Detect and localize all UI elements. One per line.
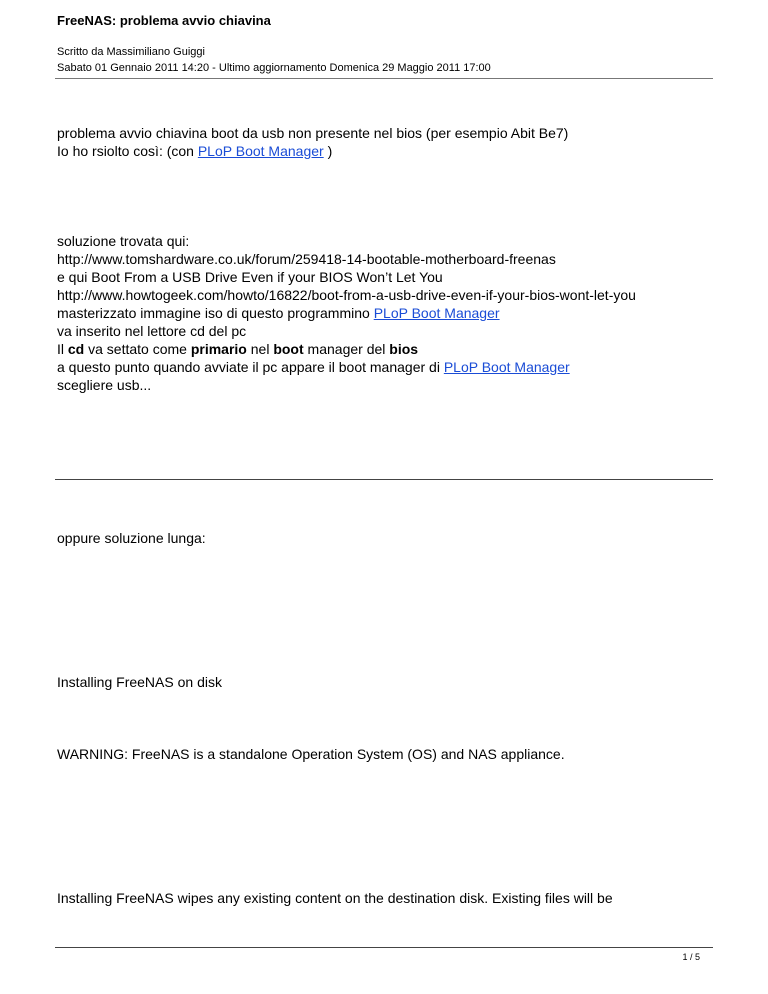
author-line: Scritto da Massimiliano Guiggi (57, 46, 205, 58)
bold-bios: bios (389, 341, 419, 357)
solution-line-7 (57, 340, 636, 358)
solution-line-8 (57, 358, 636, 376)
page-number: 1 / 5 (682, 952, 700, 962)
solution-line-1: soluzione trovata qui: (57, 233, 190, 249)
line-7-part-1: Il (57, 341, 68, 357)
solution-line-5-prefix: masterizzato immagine iso di questo programmino (57, 305, 374, 321)
section-divider (55, 479, 713, 480)
wipes-text: Installing FreeNAS wipes any existing content on the destination disk. Existing files will be (57, 890, 613, 906)
solution-line-9: scegliere usb... (57, 377, 152, 393)
date-line: Sabato 01 Gennaio 2011 14:20 - Ultimo aggiornamento Domenica 29 Maggio 2011 17:00 (57, 62, 491, 74)
header-divider (55, 78, 713, 79)
line-7-part-2: va settato come (84, 341, 191, 357)
installing-heading: Installing FreeNAS on disk (57, 674, 222, 690)
plop-link-3[interactable]: PLoP Boot Manager (443, 359, 570, 375)
bold-cd: cd (67, 341, 85, 357)
solution-block (57, 232, 636, 394)
bold-boot: boot (273, 341, 304, 357)
line-7-part-3: nel (246, 341, 274, 357)
intro-block (57, 124, 568, 160)
solution-line-6: va inserito nel lettore cd del pc (57, 323, 247, 339)
plop-link-1[interactable]: PLoP Boot Manager (197, 143, 324, 159)
howtogeek-url: http://www.howtogeek.com/howto/16822/boot-from-a-usb-drive-even-if-your-bios-wont-let-you (57, 287, 636, 303)
footer-divider (55, 947, 713, 948)
solution-line-3: e qui Boot From a USB Drive Even if your BIOS Won’t Let You (57, 269, 443, 285)
warning-text: WARNING: FreeNAS is a standalone Operation System (OS) and NAS appliance. (57, 746, 565, 762)
oppure-text: oppure soluzione lunga: (57, 530, 206, 546)
tomshardware-url: http://www.tomshardware.co.uk/forum/259418-14-bootable-motherboard-freenas (57, 251, 556, 267)
solution-line-8-prefix: a questo punto quando avviate il pc appare il boot manager di (57, 359, 444, 375)
intro-line-1: problema avvio chiavina boot da usb non presente nel bios (per esempio Abit Be7) (57, 125, 569, 141)
intro-line-2-suffix: ) (323, 143, 333, 159)
bold-primario: primario (190, 341, 247, 357)
page-title: FreeNAS: problema avvio chiavina (57, 13, 271, 28)
plop-link-2[interactable]: PLoP Boot Manager (373, 305, 500, 321)
line-7-part-4: manager del (303, 341, 390, 357)
intro-line-2-prefix: Io ho rsiolto così: (con (57, 143, 198, 159)
solution-line-5 (57, 304, 636, 322)
intro-line-2 (57, 142, 568, 160)
